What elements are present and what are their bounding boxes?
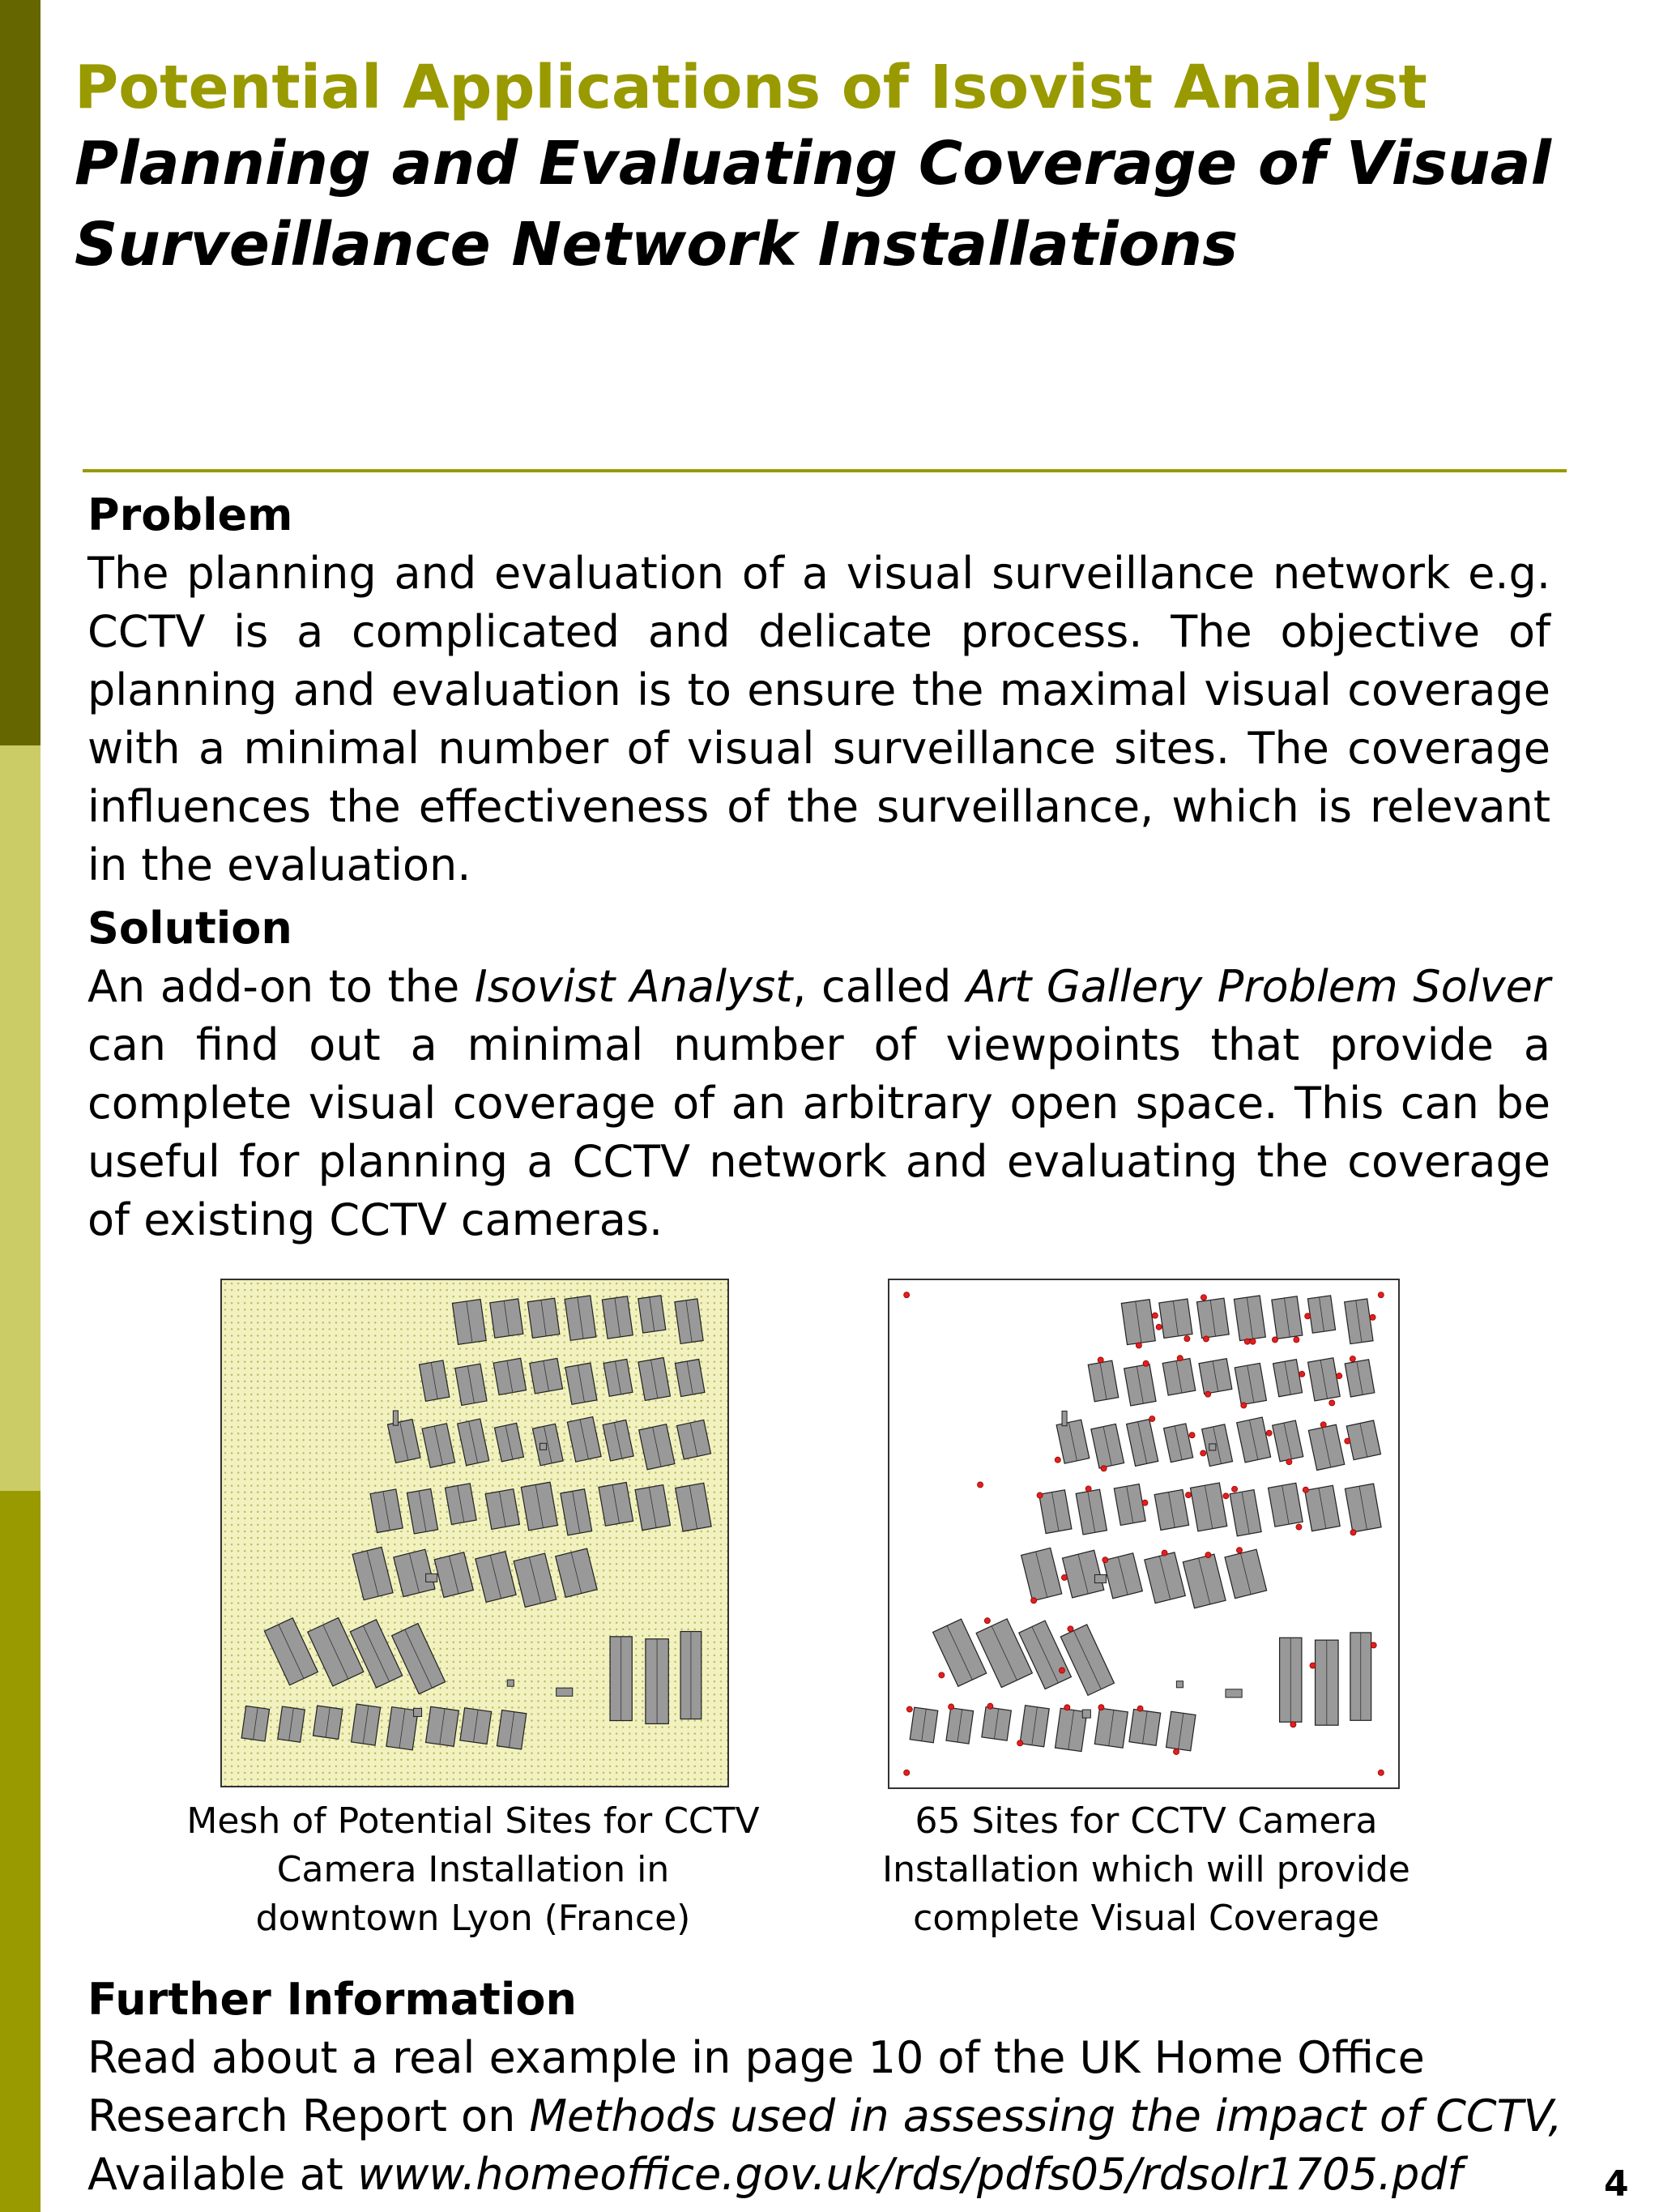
isovist-analyst-term: Isovist Analyst [474, 961, 793, 1012]
camera-site [1102, 1557, 1108, 1563]
camera-site [1329, 1400, 1335, 1406]
camera-site [1272, 1337, 1277, 1343]
camera-site [1201, 1295, 1206, 1300]
title-divider [83, 469, 1567, 472]
small-structure [507, 1680, 514, 1686]
camera-site [1055, 1457, 1060, 1463]
camera-site [1370, 1314, 1375, 1320]
small-structure [540, 1443, 547, 1450]
further-line-2 [87, 2087, 1563, 2146]
small-structure [1176, 1681, 1183, 1688]
camera-site [1294, 1337, 1299, 1343]
camera-site [949, 1704, 954, 1710]
camera-site [1337, 1373, 1342, 1379]
left-caption-line-1: Mesh of Potential Sites for CCTV [186, 1800, 760, 1842]
camera-site [1303, 1487, 1308, 1492]
camera-site [904, 1770, 910, 1775]
camera-site [1143, 1360, 1149, 1366]
camera-site [1371, 1642, 1376, 1648]
further-line-3 [87, 2146, 1550, 2204]
small-structure [1082, 1710, 1090, 1718]
camera-site [1232, 1486, 1238, 1492]
camera-site [1350, 1530, 1356, 1535]
further-heading: Further Information [87, 1974, 577, 2025]
camera-site [1149, 1416, 1155, 1421]
page-number: 4 [1604, 2163, 1629, 2205]
camera-site [1101, 1466, 1107, 1471]
camera-site [1156, 1324, 1162, 1330]
camera-site [1345, 1438, 1350, 1444]
camera-site [1310, 1663, 1316, 1668]
side-bar-bottom [0, 1491, 41, 2212]
camera-site [1064, 1705, 1070, 1710]
coverage-sites-map-graphic [889, 1280, 1398, 1787]
camera-site [1098, 1705, 1104, 1710]
solution-text-1: An add-on to the [87, 961, 475, 1012]
camera-site [1244, 1339, 1250, 1344]
camera-site [1241, 1403, 1247, 1408]
camera-site [1320, 1422, 1326, 1428]
small-structure [1209, 1444, 1216, 1450]
subtitle-line-2: Surveillance Network Installations [75, 210, 1239, 280]
small-structure [414, 1708, 422, 1716]
camera-site [1184, 1336, 1190, 1342]
camera-site [1296, 1524, 1302, 1530]
camera-site [1185, 1492, 1191, 1497]
camera-site [1136, 1343, 1141, 1348]
left-caption-line-2: Camera Installation in [276, 1849, 670, 1890]
camera-site [1236, 1548, 1242, 1553]
camera-site [1031, 1598, 1037, 1603]
camera-site [1162, 1550, 1167, 1556]
coverage-sites-map [888, 1279, 1400, 1789]
report-title: Methods used in assessing the impact of CCTV, [529, 2090, 1563, 2142]
camera-site [1098, 1357, 1103, 1363]
left-figure-caption [131, 1797, 815, 1943]
camera-site [1250, 1339, 1256, 1344]
camera-site [1201, 1450, 1206, 1456]
problem-heading: Problem [87, 489, 293, 540]
left-caption-line-3: downtown Lyon (France) [255, 1898, 691, 1939]
art-gallery-solver-term: Art Gallery Problem Solver [966, 961, 1550, 1012]
solution-heading: Solution [87, 903, 292, 954]
further-information-section [87, 1971, 1563, 2204]
camera-site [1266, 1430, 1272, 1436]
camera-site [1177, 1356, 1183, 1361]
small-structure [393, 1411, 398, 1425]
problem-section [87, 486, 1550, 895]
further-line-2-text: Research Report on [87, 2090, 530, 2142]
camera-site [1203, 1336, 1209, 1342]
camera-site [1223, 1493, 1229, 1499]
problem-text: The planning and evaluation of a visual surveillance network e.g. CCTV is a complicated and delicate process. The objective of planning and evaluation is to ensure the maximal visual coverage with a minimal number of visual surveillance sites. The coverage influences the effectiveness of the surveillance, which is relevant in the evaluation. [87, 548, 1550, 890]
camera-site [978, 1482, 983, 1488]
camera-site [1378, 1292, 1384, 1298]
camera-site [987, 1703, 993, 1709]
camera-site [906, 1706, 912, 1712]
side-bar-middle [0, 745, 41, 1491]
camera-site [939, 1672, 945, 1678]
report-url-link[interactable]: www.homeoffice.gov.uk/rds/pdfs05/rdsolr1705.pdf [357, 2149, 1463, 2200]
mesh-sites-map-graphic [222, 1280, 727, 1786]
right-caption-line-3: complete Visual Coverage [913, 1898, 1380, 1939]
mesh-sites-map [220, 1279, 729, 1787]
camera-site [1299, 1371, 1305, 1377]
solution-section [87, 899, 1550, 1249]
camera-site [1085, 1486, 1091, 1492]
camera-site [904, 1292, 910, 1298]
side-bar-top [0, 0, 41, 745]
right-caption-line-1: 65 Sites for CCTV Camera [915, 1800, 1378, 1842]
camera-site [1205, 1552, 1211, 1558]
right-caption-line-2: Installation which will provide [882, 1849, 1410, 1890]
camera-site [1152, 1313, 1158, 1318]
camera-site [1137, 1706, 1143, 1711]
slide-title: Potential Applications of Isovist Analyst [75, 53, 1427, 122]
small-structure [426, 1574, 437, 1582]
camera-site [1205, 1391, 1211, 1397]
small-structure [557, 1688, 573, 1696]
solution-text-2: , called [792, 961, 966, 1012]
camera-site [1174, 1749, 1179, 1754]
camera-site [1305, 1313, 1311, 1319]
camera-site [1017, 1740, 1023, 1746]
solution-text [87, 958, 1550, 1249]
camera-site [1059, 1668, 1064, 1673]
camera-site [1350, 1356, 1355, 1362]
subtitle-line-1: Planning and Evaluating Coverage of Visual [75, 129, 1551, 199]
small-structure [1094, 1574, 1106, 1582]
camera-site [1068, 1626, 1073, 1632]
small-structure [1062, 1411, 1067, 1426]
camera-site [1189, 1433, 1195, 1438]
solution-text-3: can find out a minimal number of viewpoints that provide a complete visual coverage of an arbitrary open space. This can be useful for planning a CCTV network and evaluating the coverage of existing CCTV cameras. [87, 1019, 1550, 1245]
slide-subtitle [75, 123, 1614, 285]
further-line-1: Read about a real example in page 10 of the UK Home Office [87, 2032, 1425, 2083]
camera-site [1142, 1500, 1148, 1505]
camera-site [1037, 1492, 1043, 1498]
camera-site [1290, 1722, 1296, 1727]
camera-site [1286, 1459, 1292, 1465]
small-structure [1226, 1689, 1242, 1697]
camera-site [984, 1618, 990, 1624]
camera-site [1061, 1574, 1067, 1580]
right-figure-caption [818, 1797, 1474, 1943]
camera-site [1378, 1770, 1384, 1775]
further-line-3-text: Available at [87, 2149, 358, 2200]
